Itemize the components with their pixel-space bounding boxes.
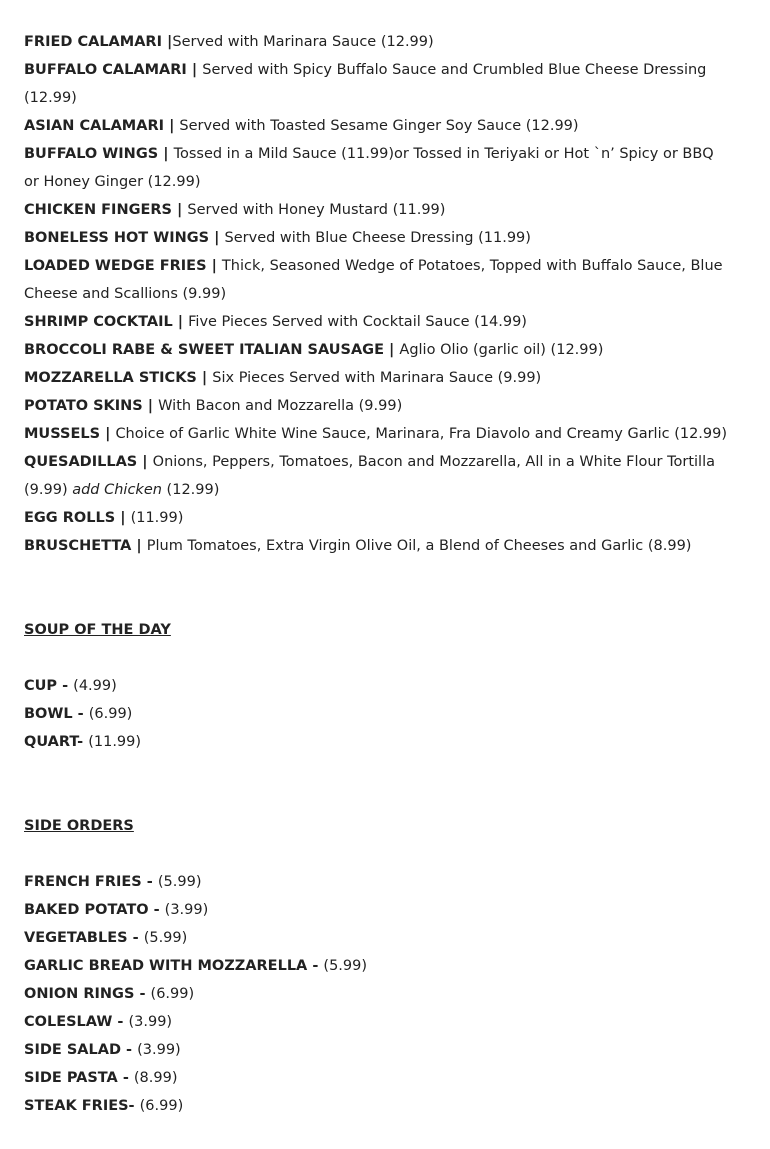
- menu-item: [24, 112, 730, 140]
- side-item: [24, 896, 730, 924]
- item-description: Aglio Olio (garlic oil) (12.99): [399, 342, 604, 358]
- side-price: (6.99): [150, 986, 195, 1002]
- soup-size: BOWL -: [24, 706, 89, 722]
- sides-heading: SIDE ORDERS: [24, 818, 134, 834]
- soup-heading: SOUP OF THE DAY: [24, 622, 171, 638]
- side-item: [24, 1036, 730, 1064]
- item-description: Choice of Garlic White Wine Sauce, Marinara, Fra Diavolo and Creamy Garlic (12.99): [115, 426, 728, 442]
- side-price: (3.99): [164, 902, 209, 918]
- item-description: Served with Marinara Sauce (12.99): [172, 34, 434, 50]
- menu-item: [24, 224, 730, 252]
- item-separator: |: [384, 342, 400, 358]
- item-description: Onions, Peppers, Tomatoes, Bacon and Mozzarella, All in a White Flour Tortilla (9.99): [24, 454, 715, 498]
- heading-spacer: [24, 644, 730, 672]
- menu-item: [24, 336, 730, 364]
- menu-item: [24, 308, 730, 336]
- heading-spacer: [24, 840, 730, 868]
- item-name: CHICKEN FINGERS: [24, 202, 172, 218]
- side-name: STEAK FRIES-: [24, 1098, 140, 1114]
- item-separator: |: [164, 118, 180, 134]
- item-separator: |: [186, 62, 203, 78]
- item-description: Thick, Seasoned Wedge of Potatoes, Topped with Buffalo Sauce, Blue Cheese and Scallions (9.99): [24, 258, 723, 302]
- side-name: ONION RINGS -: [24, 986, 151, 1002]
- item-description: Served with Blue Cheese Dressing (11.99): [224, 230, 531, 246]
- item-separator: |: [158, 146, 174, 162]
- side-item: [24, 1064, 730, 1092]
- menu-item: [24, 252, 730, 308]
- item-name: QUESADILLAS: [24, 454, 138, 470]
- item-separator: |: [206, 258, 222, 274]
- side-name: VEGETABLES -: [24, 930, 144, 946]
- side-item: [24, 952, 730, 980]
- item-name: LOADED WEDGE FRIES: [24, 258, 207, 274]
- item-name: BUFFALO WINGS: [24, 146, 159, 162]
- menu-item-quesadillas: [24, 448, 730, 504]
- item-separator: |: [196, 370, 213, 386]
- side-item: [24, 1008, 730, 1036]
- side-name: BAKED POTATO -: [24, 902, 165, 918]
- item-separator: |: [172, 202, 188, 218]
- item-separator: |: [142, 398, 159, 414]
- soup-item: [24, 700, 730, 728]
- side-name: FRENCH FRIES -: [24, 874, 158, 890]
- item-separator: |: [172, 314, 189, 330]
- item-name: SHRIMP COCKTAIL: [24, 314, 173, 330]
- soup-section: [24, 616, 730, 756]
- section-spacer: [24, 560, 730, 616]
- item-description: Plum Tomatoes, Extra Virgin Olive Oil, a Blend of Cheeses and Garlic (8.99): [146, 538, 692, 554]
- side-price: (6.99): [139, 1098, 184, 1114]
- menu-item: [24, 364, 730, 392]
- item-name: BUFFALO CALAMARI: [24, 62, 187, 78]
- menu-item: [24, 28, 730, 56]
- side-name: COLESLAW -: [24, 1014, 129, 1030]
- menu-item: [24, 196, 730, 224]
- item-addon-price: (12.99): [161, 482, 220, 498]
- item-name: FRIED CALAMARI: [24, 34, 162, 50]
- item-separator: |: [115, 510, 131, 526]
- item-name: BROCCOLI RABE & SWEET ITALIAN SAUSAGE: [24, 342, 384, 358]
- soup-item: [24, 728, 730, 756]
- soup-price: (11.99): [88, 734, 142, 750]
- side-item: [24, 868, 730, 896]
- soup-size: QUART-: [24, 734, 89, 750]
- side-name: SIDE SALAD -: [24, 1042, 138, 1058]
- soup-size: CUP -: [24, 678, 74, 694]
- item-separator: |: [131, 538, 147, 554]
- item-description: Six Pieces Served with Marinara Sauce (9.99): [212, 370, 542, 386]
- item-addon: add Chicken: [72, 482, 162, 498]
- side-item: [24, 924, 730, 952]
- menu-item: [24, 420, 730, 448]
- item-name: ASIAN CALAMARI: [24, 118, 165, 134]
- side-price: (3.99): [137, 1042, 181, 1058]
- item-description: With Bacon and Mozzarella (9.99): [158, 398, 403, 414]
- item-description: Served with Honey Mustard (11.99): [187, 202, 446, 218]
- menu-item-bruschetta: [24, 532, 730, 560]
- section-spacer: [24, 756, 730, 812]
- side-price: (5.99): [157, 874, 202, 890]
- soup-item: [24, 672, 730, 700]
- side-item: [24, 980, 730, 1008]
- item-description: Tossed in a Mild Sauce (11.99)or Tossed in Teriyaki or Hot `n’ Spicy or BBQ or Honey Ginger (12.99): [24, 146, 714, 190]
- item-name: BRUSCHETTA: [24, 538, 132, 554]
- item-name: MOZZARELLA STICKS: [24, 370, 197, 386]
- menu-item: [24, 392, 730, 420]
- item-description: Served with Toasted Sesame Ginger Soy Sauce (12.99): [179, 118, 579, 134]
- appetizer-list: [24, 28, 730, 560]
- side-price: (3.99): [128, 1014, 173, 1030]
- item-separator: |: [137, 454, 153, 470]
- side-price: (5.99): [323, 958, 368, 974]
- item-name: BONELESS HOT WINGS: [24, 230, 210, 246]
- side-price: (5.99): [143, 930, 188, 946]
- item-name: POTATO SKINS: [24, 398, 143, 414]
- menu-item-egg-rolls: [24, 504, 730, 532]
- side-item: [24, 1092, 730, 1120]
- item-name: MUSSELS: [24, 426, 101, 442]
- menu-item: [24, 56, 730, 112]
- item-separator: |: [209, 230, 225, 246]
- soup-price: (6.99): [88, 706, 133, 722]
- menu-item: [24, 140, 730, 196]
- sides-section: [24, 812, 730, 1120]
- item-separator: |: [100, 426, 116, 442]
- item-description: Five Pieces Served with Cocktail Sauce (14.99): [188, 314, 527, 330]
- side-name: GARLIC BREAD WITH MOZZARELLA -: [24, 958, 324, 974]
- item-description: (11.99): [130, 510, 184, 526]
- side-price: (8.99): [133, 1070, 178, 1086]
- item-description: Served with Spicy Buffalo Sauce and Crumbled Blue Cheese Dressing (12.99): [24, 62, 707, 106]
- side-name: SIDE PASTA -: [24, 1070, 134, 1086]
- item-name: EGG ROLLS: [24, 510, 116, 526]
- item-separator: |: [162, 34, 173, 50]
- soup-price: (4.99): [73, 678, 117, 694]
